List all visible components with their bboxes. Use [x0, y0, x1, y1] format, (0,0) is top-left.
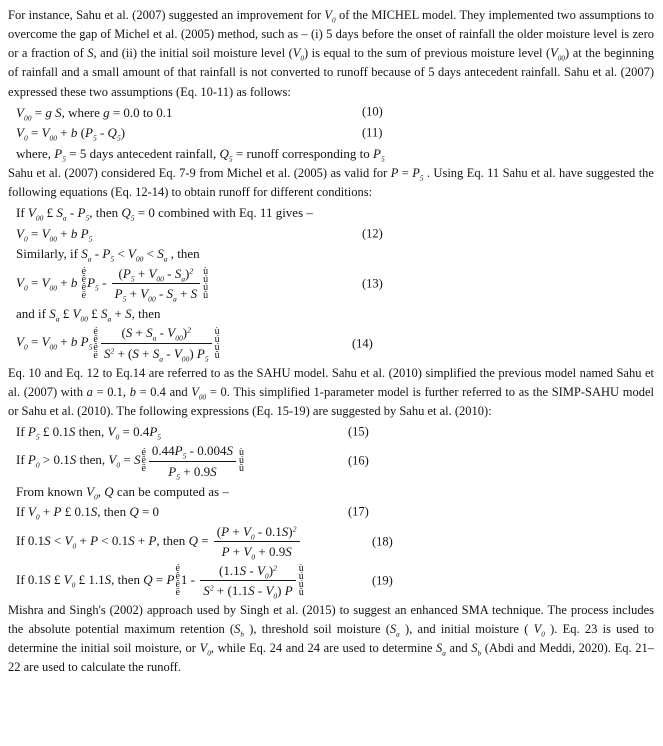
math-var: P — [77, 205, 86, 221]
math-var: S — [49, 305, 56, 321]
math-var: V — [191, 384, 199, 399]
math-var: V — [41, 334, 50, 350]
math-superscript: 2 — [110, 346, 115, 356]
equation-number: (13) — [362, 276, 383, 291]
bracket-glyph: ë — [93, 349, 98, 361]
math-var: S — [239, 562, 247, 578]
math-var: b — [70, 334, 78, 350]
math-subscript: 5 — [182, 451, 187, 461]
math-subscript: 0 — [23, 133, 28, 143]
math-var: V — [64, 532, 73, 548]
math-subscript: 0 — [251, 552, 256, 562]
fraction — [214, 523, 300, 561]
math-var: V — [292, 46, 301, 61]
math-var: S — [68, 423, 76, 439]
fraction-numerator: $(1.1S - V_0)^2$ — [200, 562, 295, 582]
equation-number: (10) — [362, 105, 383, 119]
math-var: P — [102, 246, 111, 262]
eq-18: If $0.1S < V_0 + P < 0.1S + P$, then Q = $\frac{(P + V_0 - 0.1S)^2}{P + V_0 + 0.9S}$ (18) — [16, 523, 393, 562]
fraction-denominator: $P + V_0 + 0.9S$ — [221, 544, 292, 562]
math-subscript: 5 — [130, 213, 135, 223]
math-var: V — [127, 246, 136, 262]
math-subscript: a — [396, 630, 400, 639]
bracket-glyph: ú — [214, 341, 220, 353]
bracket-glyph: û — [214, 349, 220, 361]
math-var: S — [44, 532, 51, 548]
fraction — [101, 324, 212, 362]
math-var: P — [221, 544, 230, 560]
math-subscript: 0 — [273, 591, 278, 601]
math-var: S — [281, 523, 289, 539]
math-subscript: 5 — [204, 354, 209, 364]
math-var: P — [174, 443, 183, 459]
equation-number: (16) — [348, 454, 369, 469]
math-subscript: 00 — [148, 294, 156, 304]
math-var: P — [53, 504, 62, 520]
math-var: V — [199, 640, 208, 655]
fraction-denominator: $P_5 + V_{00} - S_a + S$ — [114, 286, 198, 304]
para-sahu-considered: Sahu et al. (2007) considered Eq. 7-9 from Michel et al. (2005) as valid for $P = P_5$ . Using Eq. 11 Sahu et al. have suggested the following equations (Eq. 12-14) to obtain runoff for different conditions: — [8, 166, 654, 200]
math-subscript: 0 — [207, 649, 211, 658]
bracket-glyph: ê — [175, 570, 180, 582]
math-var: S — [146, 325, 153, 341]
bracket-glyph: û — [238, 463, 244, 475]
math-var: S — [190, 286, 198, 302]
math-var: S — [81, 246, 88, 262]
math-subscript: 5 — [228, 154, 233, 164]
fraction-denominator: $P_5 + 0.9S$ — [168, 463, 217, 482]
math-var: S — [210, 463, 217, 479]
math-subscript: 5 — [122, 294, 127, 304]
math-var: b — [129, 384, 136, 399]
fraction-denominator: $S^2 + (1.1S - V_0)$ P — [203, 583, 293, 601]
math-var: S — [55, 104, 62, 120]
math-var: V — [243, 544, 252, 560]
math-var: V — [148, 265, 157, 281]
math-subscript: 0 — [94, 491, 98, 501]
bracket-glyph: û — [203, 289, 209, 301]
math-var: V — [242, 523, 251, 539]
math-subscript: a — [181, 274, 186, 284]
equation-number: (15) — [348, 424, 369, 439]
math-subscript: 5 — [130, 274, 135, 284]
math-var: V — [41, 225, 50, 241]
fraction-numerator: $(P_5 + V_{00} - S_a)^2$ — [112, 265, 201, 285]
math-subscript: 00 — [80, 314, 88, 324]
para-intro: For instance, Sahu et al. (2007) suggested an improvement for $V_0$ of the MICHEL model. They implemented two assumptions to overcome the gap of Michel et al. (2005) method, such as – (i) 5 days before the onset of rainfall the older moisture level is zero or a fraction of S, and (ii) the initial soil moisture level $(V_0)$ is equal to the sum of previous moisture level $(V_{00})$ at the beginning of rainfall and a small amount of that rainfall is not converted to runoff because of 5 days antecedent rainfall. Sahu et al. (2007) expressed these two assumptions (Eq. 10-11) as follows: — [8, 8, 655, 99]
bracket-glyph: ë — [141, 463, 146, 475]
math-var: S — [87, 46, 94, 61]
math-var: P — [80, 225, 89, 241]
fraction — [200, 562, 295, 600]
math-var: S — [104, 571, 112, 587]
math-var: V — [256, 562, 265, 578]
math-subscript: a — [87, 254, 92, 264]
bracket-glyph: ë — [175, 586, 180, 598]
math-var: V — [16, 225, 24, 241]
math-var: S — [389, 621, 397, 636]
math-var: P — [149, 423, 158, 439]
math-subscript: 00 — [23, 113, 32, 123]
line-from-known: From known $V_0$, Q can be computed as – — [16, 483, 229, 501]
math-subscript: b — [477, 649, 482, 658]
equation-number: (11) — [362, 125, 383, 140]
math-subscript: 0 — [23, 283, 28, 293]
fraction-numerator: $(P + V_0 - 0.1S)^2$ — [214, 523, 300, 543]
math-subscript: 0 — [72, 540, 77, 550]
bracket-glyphs — [141, 449, 145, 473]
eq-19: If 0.1S £ $V_0$ £ 1.1S, then Q = P é ê ê ë 1 - $\frac{(1.1S - V_0)^2}{S^2 + (1.1S - V_0) P}$ ù ú ú û (19) — [16, 562, 393, 601]
math-var: V — [16, 274, 24, 290]
para-sahu-model: Eq. 10 and Eq. 12 to Eq.14 are referred to as the SAHU model. Sahu et al. (2010) simplified the previous model named Sahu et al. (2007) with a = 0.1, b = 0.4 and $V_{00} = 0$. This simplified 1-parameter model is further referred to as the SIMP-SAHU model or Sahu et al. (2010). The following expressions (Eq. 15-19) are suggested by Sahu et al. (2010): — [8, 365, 654, 418]
bracket-glyph: ú — [298, 578, 304, 590]
math-subscript: 5 — [176, 472, 180, 482]
math-subscript: 5 — [419, 174, 424, 183]
math-subscript: a — [55, 314, 60, 324]
math-subscript: 0 — [115, 432, 120, 442]
math-var: Q — [129, 504, 139, 520]
math-var: b — [70, 225, 78, 241]
bracket-glyph: ë — [81, 289, 87, 301]
equation-number: (17) — [348, 504, 369, 519]
para-mishra: Mishra and Singh's (2002) approach used by Singh et al. (2015) to suggest an enhanced SMA technique. The process includes the absolute potential maximum retention ($S_b$ ), threshold soil moisture ($S_a$ ), and initial moisture ( $V_0$ ). Eq. 23 is used to determine the initial soil moisture, or $V_0$, while Eq. 24 and 24 are used to determine $S_a$ and $S_b$ (Abdi and Meddi, 2020). Eq. 21–22 are used to calculate the runoff. — [8, 602, 655, 675]
math-subscript: 5 — [35, 432, 40, 442]
math-var: P — [80, 334, 89, 350]
bracket-glyph: ù — [214, 325, 220, 337]
math-subscript: a — [163, 254, 168, 264]
math-var: V — [550, 46, 558, 61]
math-subscript: 00 — [49, 133, 58, 143]
bracket-glyph: ê — [93, 333, 98, 345]
math-subscript: 00 — [49, 234, 58, 244]
bracket-glyphs — [214, 325, 220, 361]
math-var: P — [27, 452, 36, 468]
math-subscript: 5 — [92, 133, 97, 143]
math-var: P — [390, 166, 399, 181]
math-superscript: 2 — [273, 563, 277, 573]
math-var: P — [196, 346, 205, 362]
math-subscript: 0 — [264, 571, 269, 581]
math-var: S — [152, 346, 160, 362]
math-superscript: 2 — [209, 583, 214, 593]
math-var: P — [87, 274, 96, 290]
fraction — [149, 442, 236, 480]
math-subscript: 0 — [116, 460, 121, 470]
math-var: g — [103, 104, 110, 120]
math-var: S — [125, 325, 133, 341]
math-superscript: 2 — [292, 524, 297, 534]
math-subscript: 0 — [541, 630, 545, 639]
fraction — [112, 265, 201, 303]
math-subscript: a — [107, 314, 112, 324]
bracket-glyph: û — [298, 586, 304, 598]
math-var: Q — [104, 483, 114, 499]
math-var: P — [412, 166, 420, 181]
bracket-glyph: ù — [298, 562, 304, 574]
math-subscript: 0 — [23, 234, 28, 244]
math-subscript: 0 — [35, 512, 40, 522]
fraction-denominator: $S^2 + (S + S_a - V_{00})$ $P_5$ — [103, 346, 209, 364]
math-var: P — [373, 145, 381, 161]
math-subscript: 00 — [49, 342, 58, 352]
math-var: P — [284, 583, 293, 599]
bracket-glyph: ú — [203, 281, 209, 293]
math-var: V — [86, 483, 95, 499]
math-subscript: 5 — [95, 283, 99, 293]
equation-number: (19) — [372, 573, 393, 588]
math-subscript: a — [62, 213, 67, 223]
line-condition-2: Similarly, if $S_a - P_5 < V_{00} < S_a$ , then — [16, 246, 200, 264]
bracket-glyphs — [203, 265, 209, 301]
math-subscript: 5 — [116, 133, 121, 143]
math-var: V — [27, 504, 36, 520]
math-var: P — [84, 125, 93, 141]
math-subscript: 0 — [23, 342, 28, 352]
math-var: S — [125, 305, 132, 321]
bracket-glyph: ù — [203, 265, 209, 277]
math-subscript: a — [173, 294, 177, 304]
math-subscript: 5 — [110, 254, 115, 264]
math-var: S — [103, 346, 111, 362]
math-var: b — [70, 274, 78, 290]
math-superscript: 2 — [189, 266, 194, 276]
math-subscript: 00 — [35, 213, 44, 223]
math-var: V — [324, 8, 333, 22]
bracket-glyphs — [93, 325, 98, 361]
eq-10: $V_{00} = g$ S, where g = 0.0 to 0.1 (10) — [16, 104, 383, 123]
bracket-glyph: ú — [298, 570, 304, 582]
math-subscript: 00 — [156, 274, 164, 284]
math-subscript: 0 — [35, 460, 40, 470]
bracket-glyph: ú — [238, 455, 244, 467]
eq-16: If $P_0 > 0.1S$ then, $V_0 = S$ é ê ë $\frac{0.44P_5 - 0.004S}{P_5 + 0.9S}$ ù ú û (16) — [16, 443, 369, 482]
bracket-glyph: ê — [81, 281, 87, 293]
fraction-numerator: $(S + S_a - V_{00})^2$ — [101, 324, 212, 344]
math-subscript: 00 — [557, 54, 566, 63]
line-where: where, $P_5 = 5$ days antecedent rainfall, $Q_5$ = runoff corresponding to $P_5$ — [16, 145, 385, 164]
equation-number: (18) — [372, 534, 393, 549]
math-var: Q — [143, 571, 153, 587]
math-var: S — [226, 443, 233, 459]
math-var: V — [27, 205, 36, 221]
math-var: P — [54, 145, 63, 161]
math-subscript: 0 — [300, 54, 304, 63]
math-var: V — [167, 325, 176, 341]
math-var: V — [265, 583, 274, 599]
math-var: S — [248, 583, 255, 599]
math-var: P — [221, 523, 230, 539]
bracket-glyph: é — [93, 325, 98, 337]
math-var: S — [234, 621, 241, 636]
math-var: V — [108, 452, 117, 468]
math-subscript: 5 — [85, 213, 90, 223]
math-subscript: 00 — [198, 392, 207, 401]
math-var: V — [173, 346, 182, 362]
math-subscript: 0 — [332, 16, 336, 25]
math-var: Q — [219, 145, 229, 161]
math-var: S — [133, 452, 141, 468]
bracket-glyph: ê — [93, 341, 98, 353]
math-var: V — [533, 621, 542, 636]
math-var: S — [166, 286, 174, 302]
math-subscript: 00 — [49, 283, 58, 293]
math-var: Q — [121, 205, 131, 221]
math-var: P — [148, 532, 157, 548]
math-var: S — [44, 571, 51, 587]
math-var: Q — [188, 532, 198, 548]
line-condition-1: If $V_{00}$ £ $S_a - P_5$, then $Q_5 = 0$ combined with Eq. 11 gives – — [16, 205, 313, 223]
math-var: S — [100, 305, 108, 321]
bracket-glyph: é — [175, 562, 180, 574]
bracket-glyph: é — [81, 265, 87, 277]
math-var: S — [203, 583, 210, 599]
math-var: V — [72, 305, 81, 321]
math-var: S — [174, 265, 182, 281]
eq-12: $V_0 = V_{00} + b$ $P_5$ (12) — [16, 225, 383, 244]
math-var: V — [16, 104, 24, 120]
math-subscript: a — [159, 354, 163, 364]
bracket-glyph: é — [141, 447, 146, 459]
math-subscript: a — [442, 649, 446, 658]
eq-17: If $V_0 + P$ £ 0.1S, then Q = 0 (17) — [16, 504, 369, 522]
bracket-glyph: ú — [203, 273, 209, 285]
math-var: V — [140, 286, 149, 302]
math-subscript: 0 — [71, 580, 76, 590]
bracket-glyph: ù — [238, 447, 244, 459]
bracket-glyph: ê — [175, 578, 180, 590]
bracket-glyph: ê — [81, 273, 87, 285]
bracket-glyphs — [81, 265, 87, 301]
math-subscript: 5 — [62, 154, 66, 164]
math-var: S — [471, 640, 478, 655]
math-subscript: 00 — [135, 254, 144, 264]
math-var: V — [41, 125, 50, 141]
bracket-glyphs — [298, 562, 304, 598]
math-var: V — [63, 571, 72, 587]
math-var: g — [45, 104, 52, 120]
math-var: S — [132, 346, 139, 362]
eq-13: $V_0 = V_{00} + b$ é ê ê ë $P_5$ - $\frac{(P_5 + V_{00} - S_a)^2}{P_5 + V_{00} - S_a + S}$ ù ú ú û (13) — [16, 265, 383, 304]
bracket-glyph: ê — [141, 455, 146, 467]
math-var: S — [69, 452, 77, 468]
math-var: V — [107, 423, 116, 439]
math-subscript: 5 — [380, 154, 385, 164]
math-var: P — [27, 423, 36, 439]
math-var: P — [114, 286, 123, 302]
line-condition-3: and if $S_a$ £ $V_{00}$ £ $S_a + S$, then — [16, 305, 161, 324]
math-subscript: 5 — [88, 234, 93, 244]
math-var: P — [122, 265, 131, 281]
math-var: P — [168, 463, 177, 479]
math-var: S — [128, 532, 135, 548]
math-var: P — [166, 571, 175, 587]
math-var: S — [90, 504, 98, 520]
bracket-glyphs — [175, 562, 180, 598]
eq-15: If $P_5$ £ 0.1S then, $V_0 = 0.4P_5$ (15) — [16, 423, 369, 442]
math-superscript: 2 — [187, 326, 191, 336]
math-subscript: 00 — [175, 333, 183, 343]
math-subscript: a — [152, 333, 157, 343]
math-var: V — [16, 334, 24, 350]
bracket-glyph: ú — [214, 333, 220, 345]
equation-number: (14) — [352, 336, 373, 351]
math-var: V — [16, 125, 24, 141]
math-var: S — [157, 246, 164, 262]
math-var: a — [86, 384, 93, 399]
math-var: Q — [107, 125, 117, 141]
math-var: V — [41, 274, 50, 290]
eq-14: $V_0 = V_{00} + b$ $P_5$ é ê ê ë $\frac{(S + S_a - V_{00})^2}{S^2 + (S + S_a - V_{00}) P_5}$ ù ú ú û (14) — [16, 325, 373, 364]
eq-11: $V_0 = V_{00} + b$ $(P_5 - Q_5)$ (11) — [16, 125, 383, 143]
math-subscript: 0 — [250, 531, 255, 541]
math-subscript: 00 — [181, 354, 190, 364]
math-var: S — [436, 640, 443, 655]
fraction-numerator: $0.44P_5 - 0.004S$ — [149, 442, 236, 462]
math-var: b — [70, 125, 78, 141]
bracket-glyphs — [239, 449, 244, 473]
math-subscript: 5 — [157, 432, 162, 442]
math-var: P — [90, 532, 99, 548]
math-var: S — [56, 205, 63, 221]
math-var: S — [285, 544, 292, 560]
math-subscript: b — [240, 630, 244, 639]
equation-number: (12) — [362, 226, 383, 241]
math-subscript: 5 — [88, 342, 93, 352]
